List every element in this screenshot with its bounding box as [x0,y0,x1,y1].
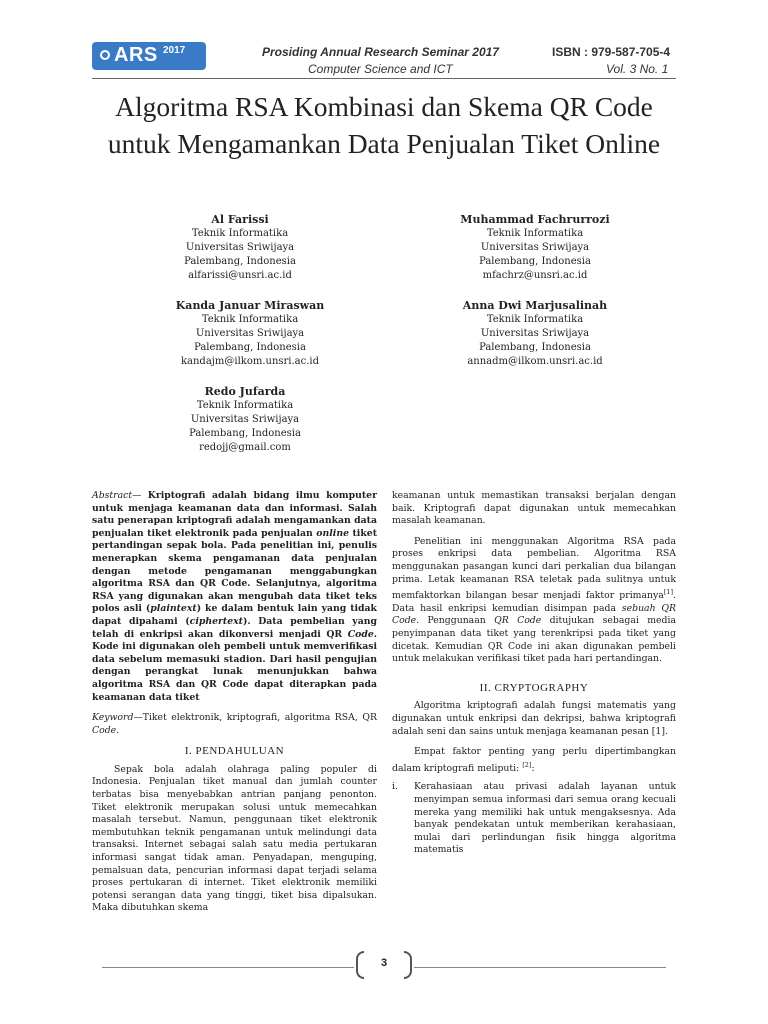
right-column [392,490,676,857]
author-email: annadm@ilkom.unsri.ac.id [467,356,603,367]
author-block [140,384,350,455]
proceedings-title: Prosiding Annual Research Seminar 2017 [262,45,499,59]
author-block [140,212,340,283]
author-block [430,212,640,283]
footer-divider-left [102,967,354,968]
author-univ: Universitas Sriwijaya [185,242,295,253]
paper-title: Algoritma RSA Kombinasi dan Skema QR Code untuk Mengamankan Data Penjualan Tiket Online [107,91,661,159]
author-city: Palembang, Indonesia [194,342,306,353]
list-item [392,781,676,857]
page-number: 3 [380,957,388,969]
author-block [430,298,640,369]
author-email: kandajm@ilkom.unsri.ac.id [180,356,320,367]
author-city: Palembang, Indonesia [189,428,301,439]
factors-paragraph: Empat faktor penting yang perlu dipertimbangkan dalam kriptografi meliputi: [2]: [392,746,676,774]
author-name: Anna Dwi Marjusalinah [462,299,608,312]
logo-year: 2017 [163,45,186,56]
author-city: Palembang, Indonesia [479,342,591,353]
keywords: Keyword—Tiket elektronik, kriptografi, algoritma RSA, QR Code. [92,712,377,736]
volume: Vol. 3 No. 1 [606,62,669,76]
author-email: alfarissi@unsri.ac.id [188,270,292,281]
logo-mark-icon [100,50,110,60]
footer-divider-right [414,967,666,968]
logo-text: ARS [114,44,158,66]
author-dept: Teknik Informatika [486,228,584,239]
abstract-text: Kriptografi adalah bidang ilmu komputer untuk menjaga keamanan data dan informasi. Salah satu penerapan kriptografi adalah mengamankan data penjualan tiket elektronik pada penjualan online tiket pertandingan sepak bola. Pada penelitian ini, penulis menerapkan skema pengamanan data penjualan dengan metode pengamanan menggabungkan algoritma RSA dan QR Code. Selanjutnya, algoritma RSA yang digunakan akan mengubah data tiket teks polos asli (plaintext) ke dalam bentuk lain yang tidak dapat dipahami (ciphertext). Data pembelian yang telah di enkripsi akan dikonversi menjadi QR Code. Kode ini digunakan oleh pembeli untuk memverifikasi data sebelum memasuki stadion. Dari hasil pengujian dengan perangkat lunak menunjukkan bahwa algoritma RSA dan QR Code dapat diterapkan pada keamanan data tiket [92,490,377,703]
author-univ: Universitas Sriwijaya [190,414,300,425]
header-divider [92,78,676,79]
isbn: ISBN : 979-587-705-4 [552,45,671,59]
continued-paragraph: keamanan untuk memastikan transaksi berjalan dengan baik. Kriptografi dapat digunakan untuk memecahkan masalah keamanan. [392,490,676,527]
author-city: Palembang, Indonesia [479,256,591,267]
page-number-box [356,951,412,981]
author-dept: Teknik Informatika [191,228,289,239]
rsa-paragraph: Penelitian ini menggunakan Algoritma RSA pada proses enkripsi data pembelian. Algoritma RSA menggunakan pasangan kunci dari perkalian dua bilangan prima. Letak keamanan RSA teletak pada sulitnya untuk memfaktorkan bilangan besar menjadi faktor primanya[1]. Data hasil enkripsi kemudian disimpan pada sebuah QR Code. Penggunaan QR Code ditujukan sebagai media penyimpanan data tiket yang terenkripsi pada tiket yang dicetak. Kemudian QR Code ini akan digunakan pembeli untuk melakukan verifikasi tiket pada hari pertandingan. [392,535,676,665]
cryptography-paragraph: Algoritma kriptografi adalah fungsi matematis yang digunakan untuk enkripsi dan dekripsi, bahwa kriptografi adalah seni dan sains untuk menjaga keamanan pesan [1]. [392,700,676,737]
author-name: Kanda Januar Miraswan [175,299,325,312]
section-heading-cryptography: II. CRYPTOGRAPHY [479,681,589,694]
ars-logo [92,42,206,70]
track-name: Computer Science and ICT [308,62,453,76]
list-item-text: Kerahasiaan atau privasi adalah layanan untuk menyimpan semua informasi dari semua orang kecuali mereka yang memiliki hak untuk mengaksesnya. Ada banyak pendekatan untuk memberikan kerahasiaan, mulai dari perlindungan fisik hingga algoritma matematis [414,781,676,856]
author-name: Muhammad Fachrurrozi [460,213,610,226]
left-column [92,490,377,915]
author-email: mfachrz@unsri.ac.id [482,270,588,281]
abstract: Abstract— Kriptografi adalah bidang ilmu komputer untuk menjaga keamanan data dan informasi. Salah satu penerapan kriptografi adalah mengamankan data penjualan tiket elektronik pada penjualan online tiket pertandingan sepak bola. Pada penelitian ini, penulis menerapkan skema pengamanan data penjualan dengan metode pengamanan menggabungkan algoritma RSA dan QR Code. Selanjutnya, algoritma RSA yang digunakan akan mengubah data tiket teks polos asli (plaintext) ke dalam bentuk lain yang tidak dapat dipahami (ciphertext). Data pembelian yang telah di enkripsi akan dikonversi menjadi QR Code. Kode ini digunakan oleh pembeli untuk memverifikasi data sebelum memasuki stadion. Dari hasil pengujian dengan perangkat lunak menunjukkan bahwa algoritma RSA dan QR Code dapat diterapkan pada keamanan data tiket [92,490,377,703]
author-dept: Teknik Informatika [196,400,294,411]
author-dept: Teknik Informatika [201,314,299,325]
author-univ: Universitas Sriwijaya [480,328,590,339]
introduction-paragraph: Sepak bola adalah olahraga paling populer di Indonesia. Penjualan tiket manual dan jumlah counter terbatas bisa menyebabkan antrian panjang penonton. Tiket elektronik merupakan solusi untuk memecahkan masalah tersebut. Namun, penggunaan tiket elektronik membutuhkan teknik pengamanan untuk melindungi data transaksi. Internet sebagai salah satu media pertukaran informasi sangat tidak aman. Penyadapan, menguping, pemalsuan data, pencurian informasi dapat terjadi selama proses pertukaran di internet. Tiket elektronik memiliki potensi serangan data yang tinggi, tiket bisa dipalsukan. Maka dibutuhkan skema [92,763,377,914]
author-univ: Universitas Sriwijaya [195,328,305,339]
author-email: redojj@gmail.com [199,442,291,453]
author-block [140,298,360,369]
author-name: Redo Jufarda [204,385,286,398]
abstract-label: Abstract [92,490,133,501]
list-marker: i. [392,781,398,793]
author-name: Al Farissi [211,213,269,226]
author-dept: Teknik Informatika [486,314,584,325]
author-univ: Universitas Sriwijaya [480,242,590,253]
section-heading-introduction: I. PENDAHULUAN [184,745,285,758]
author-city: Palembang, Indonesia [184,256,296,267]
